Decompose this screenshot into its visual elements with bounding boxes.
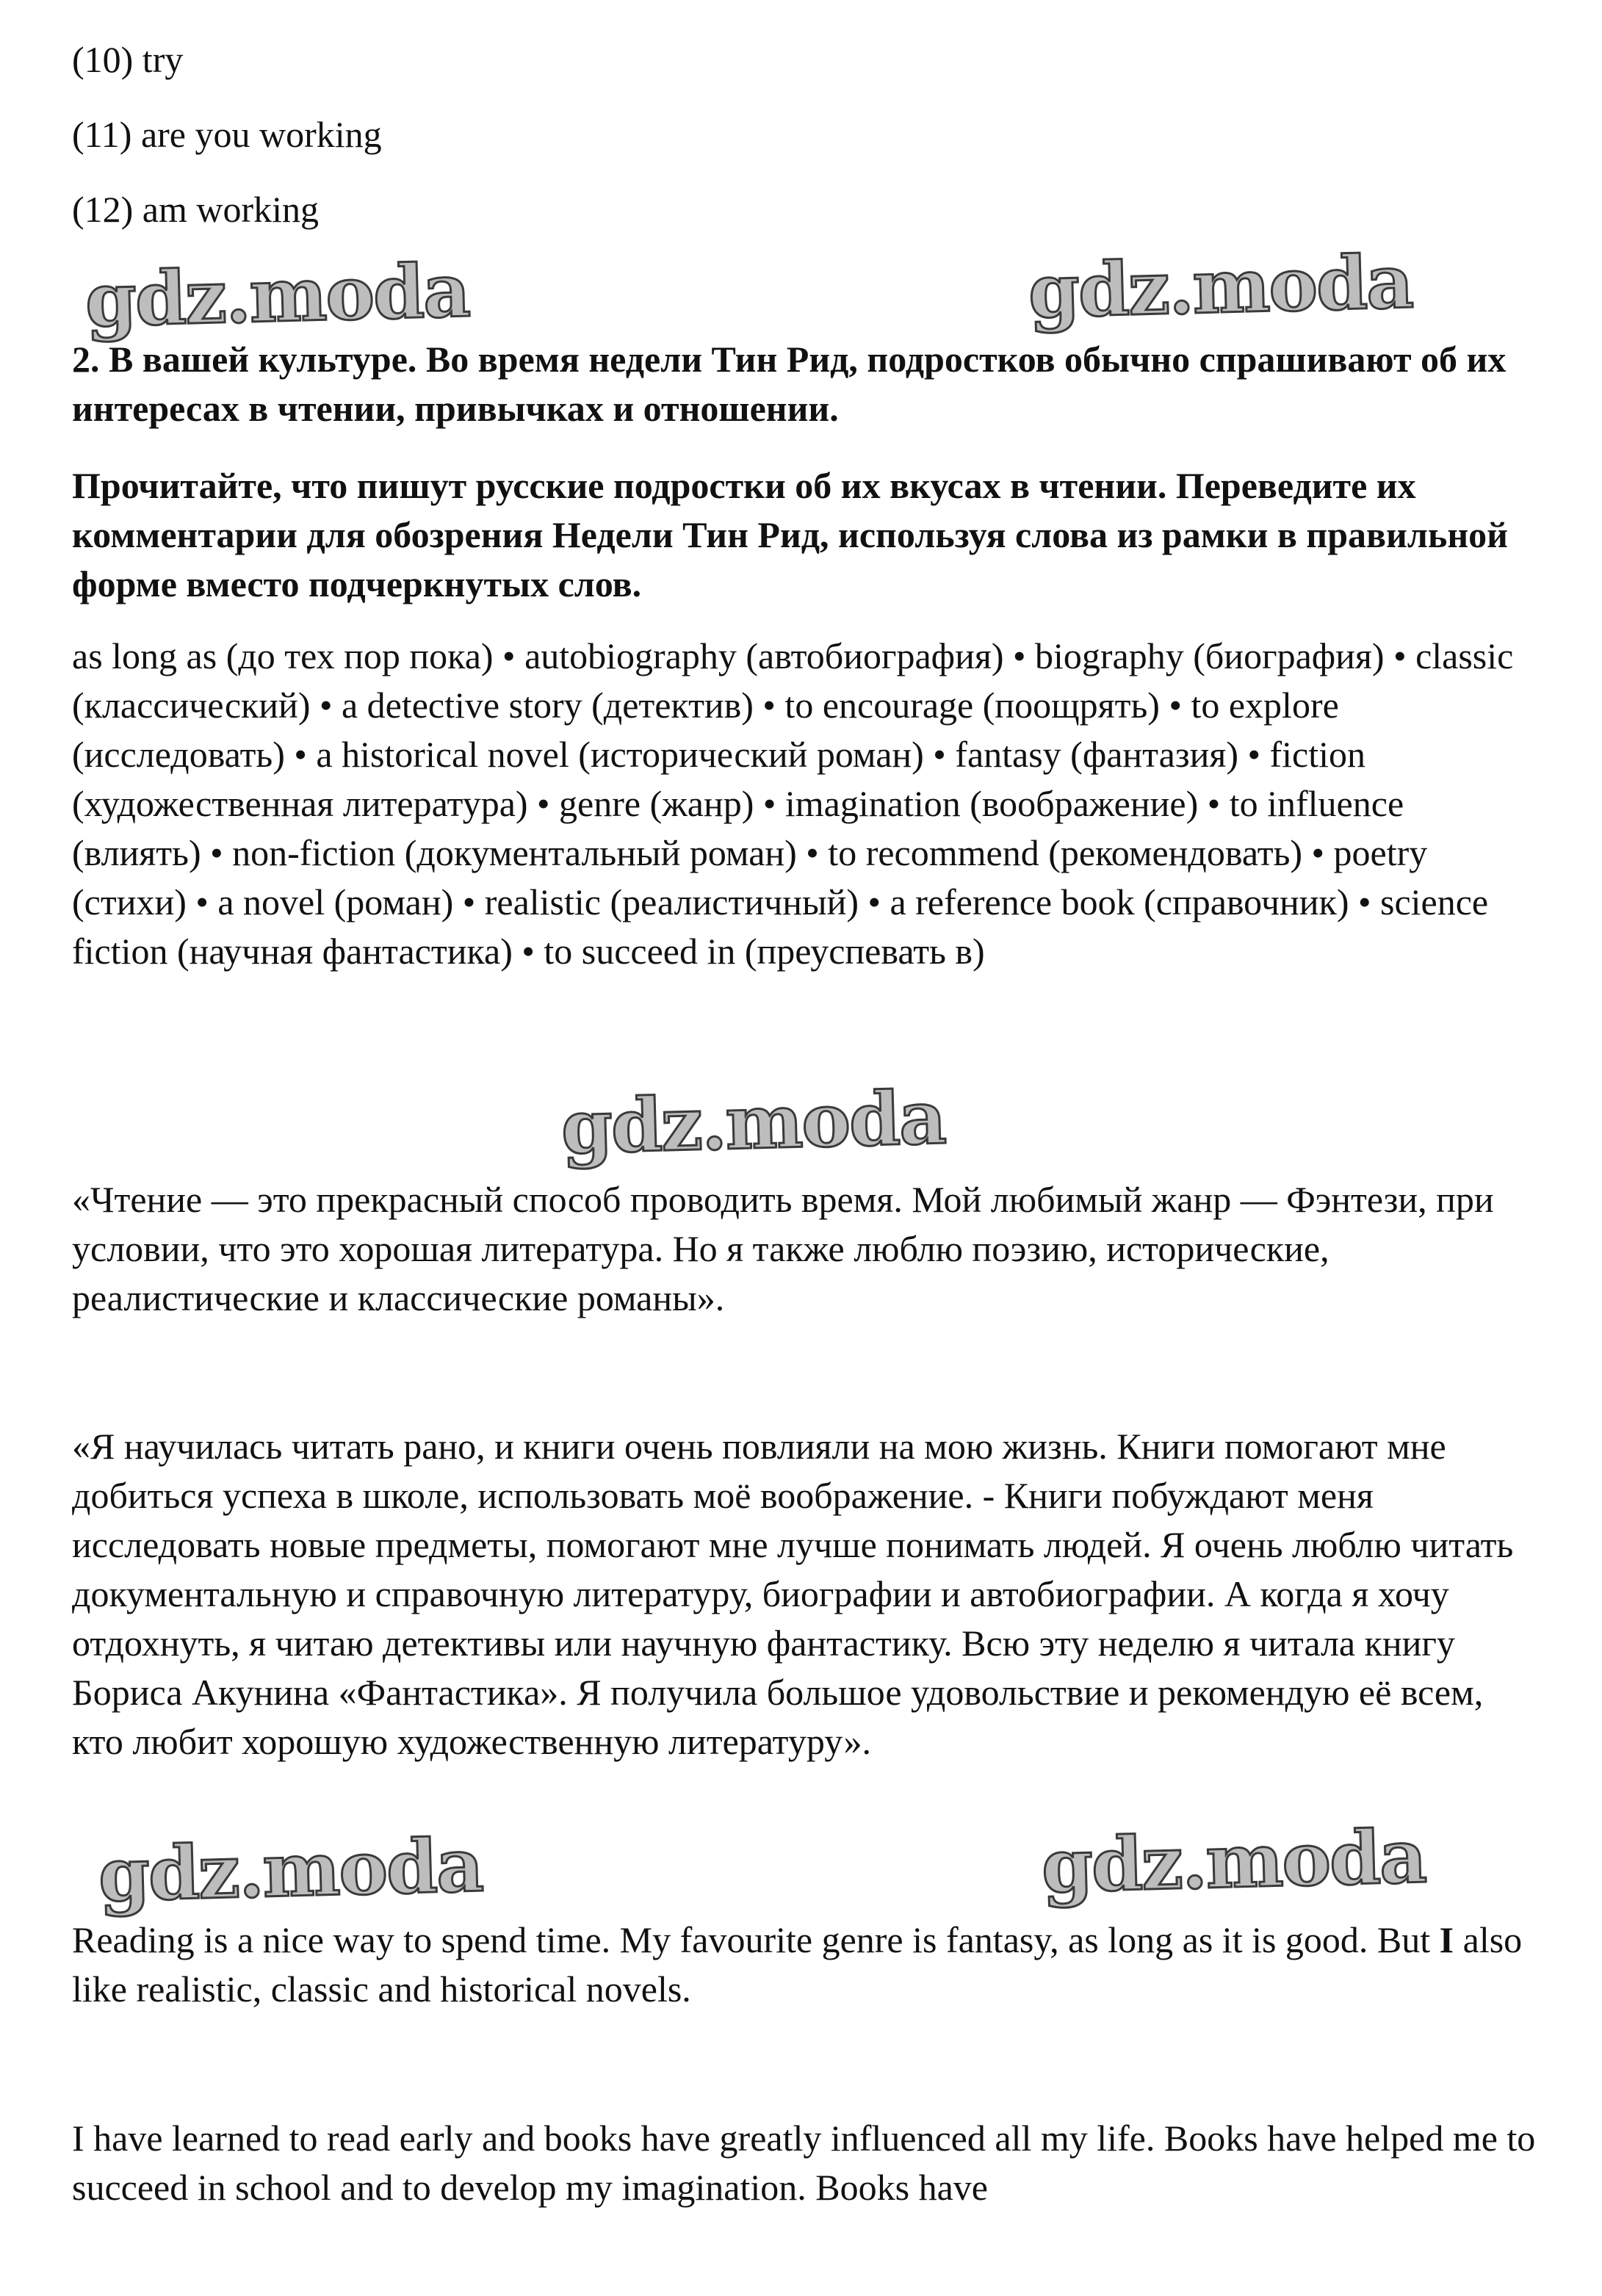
translation-text: Reading is a nice way to spend time. My favourite genre is fantasy, as long as it is good. But	[72, 1919, 1440, 1960]
translation-bold-word: I	[1439, 1919, 1454, 1960]
answer-11: (11) are you working	[72, 114, 382, 155]
russian-comment-2: «Я научилась читать рано, и книги очень повлияли на мою жизнь. Книги помогают мне добиться успеха в школе, использовать моё воображение. - Книги побуждают меня исследовать новые предметы, помогают мне лучше понимать людей. Я очень люблю читать документальную и справочную литературу, биографии и автобиографии. А когда я хочу отдохнуть, я читаю детективы или научную фантастику. Всю эту неделю я читала книгу Бориса Акунина «Фантастика». Я получила большое удовольствие и рекомендую её всем, кто любит хорошую художественную литературу».	[72, 1426, 1514, 1762]
watermark-logo: gdz.moda	[1027, 238, 1414, 335]
watermark-logo: gdz.moda	[97, 1822, 484, 1918]
task-heading: 2. В вашей культуре. Во время недели Тин Рид, подростков обычно спрашивают об их интересах в чтении, привычках и отношении.	[72, 339, 1507, 429]
translation-text: also like realistic, classic and historical novels.	[72, 1919, 1523, 2010]
answer-10: (10) try	[72, 39, 184, 80]
watermark-logo: gdz.moda	[560, 1074, 947, 1171]
task-instruction: Прочитайте, что пишут русские подростки об их вкусах в чтении. Переведите их комментарии для обозрения Недели Тин Рид, используя слова из рамки в правильной форме вместо подчеркнутых слов.	[72, 465, 1508, 604]
word-box: as long as (до тех пор пока) • autobiography (автобиография) • biography (биография) • classic (классический) • a detective story (детектив) • to encourage (поощрять) • to explore (исследовать) • a historical novel (исторический роман) • fantasy (фантазия) • fiction (художественная литература) • genre (жанр) • imagination (воображение) • to influence (влиять) • non-fiction (документальный роман) • to recommend (рекомендовать) • poetry (стихи) • a novel (роман) • realistic (реалистичный) • a reference book (справочник) • science fiction (научная фантастика) • to succeed in (преуспевать в)	[72, 635, 1514, 972]
watermark-logo: gdz.moda	[84, 247, 471, 344]
watermark-logo: gdz.moda	[1040, 1813, 1427, 1910]
english-translation-2: I have learned to read early and books have greatly influenced all my life. Books have helped me to succeed in school and to develop my imagination. Books have	[72, 2118, 1536, 2208]
english-translation-1	[72, 1916, 1541, 2014]
russian-comment-1: «Чтение — это прекрасный способ проводить время. Мой любимый жанр — Фэнтези, при условии, что это хорошая литература. Но я также люблю поэзию, исторические, реалистические и классические романы».	[72, 1179, 1494, 1318]
answer-12: (12) am working	[72, 189, 320, 230]
